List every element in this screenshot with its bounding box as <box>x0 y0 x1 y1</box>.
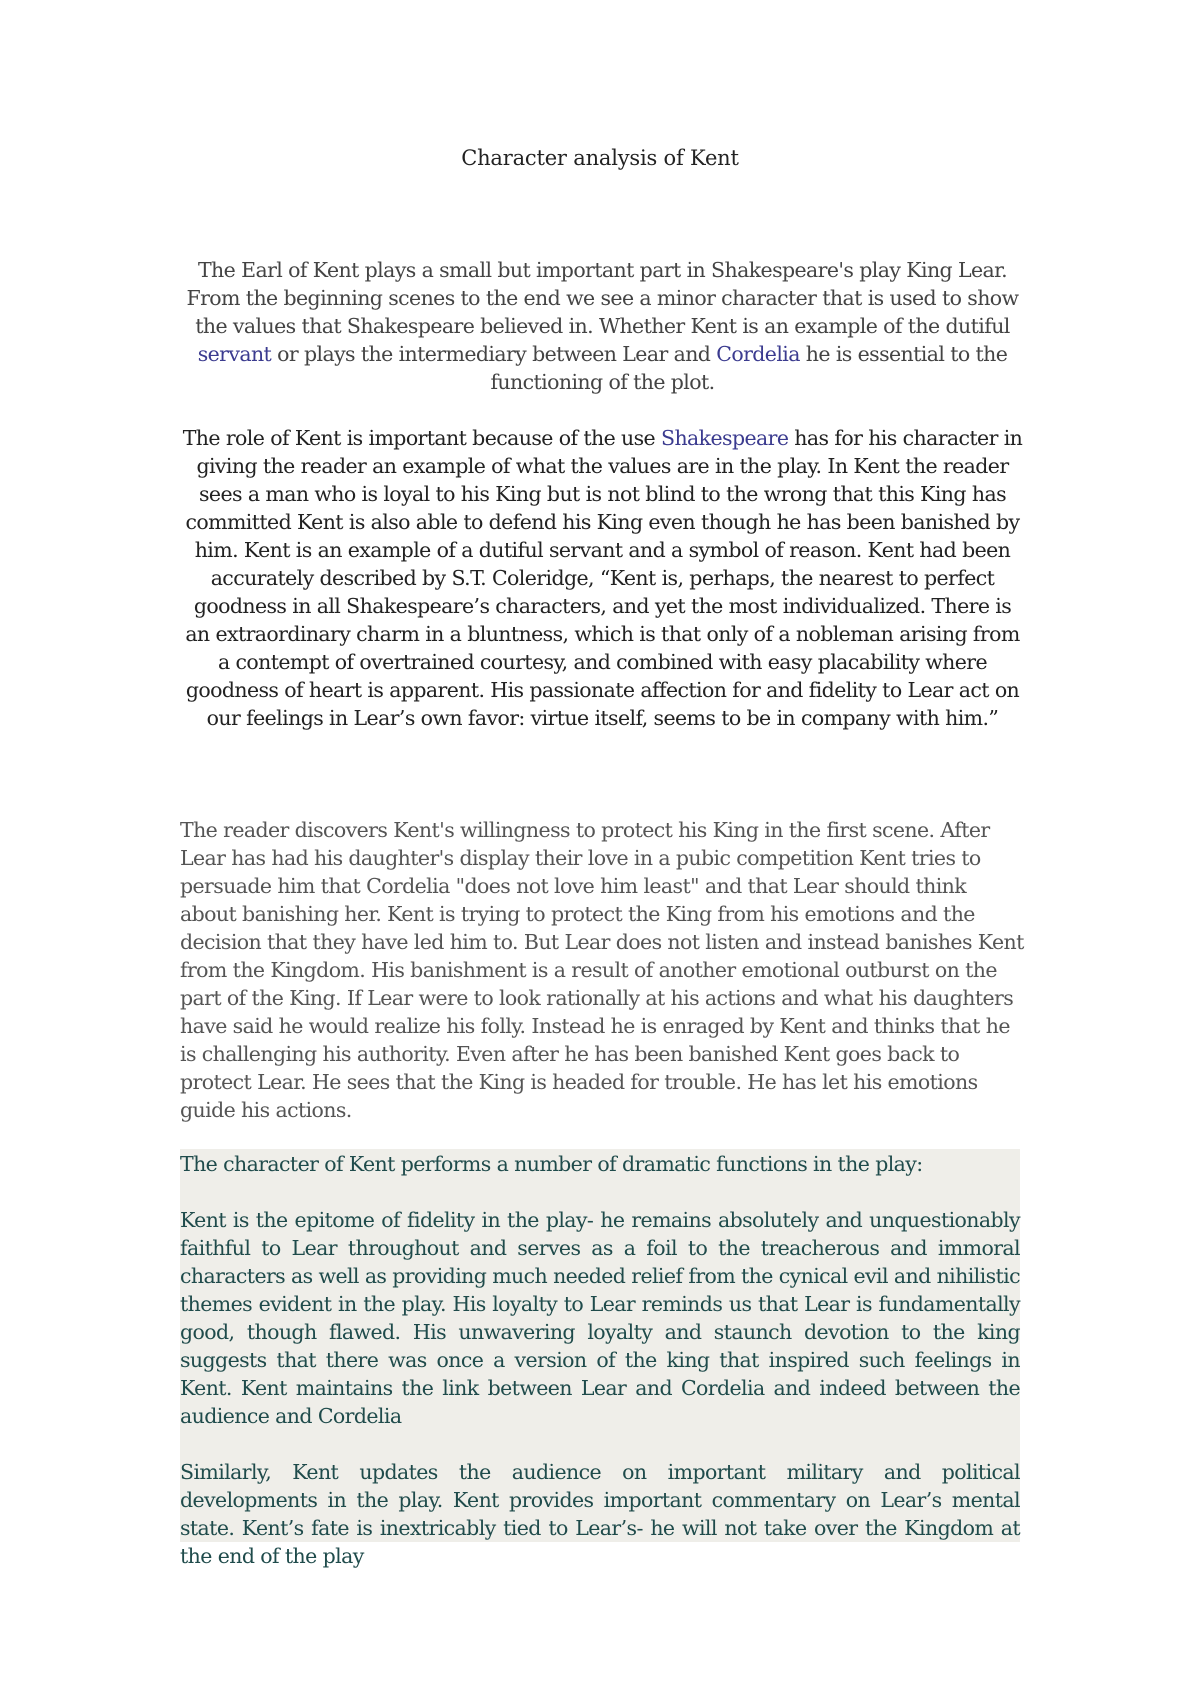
document-title: Character analysis of Kent <box>461 146 739 170</box>
servant-link[interactable]: servant <box>197 342 272 366</box>
intro-text-2: or plays the intermediary between Lear and <box>271 342 717 366</box>
updates-paragraph: Similarly, Kent updates the audience on important military and political developments in the play. Kent provides important commentary on Lear’s mental state. Kent’s fate is inextricably tied to Lear’s- he will not take over the Kingdom at the end of the play <box>180 1460 1020 1568</box>
intro-text-1: The Earl of Kent plays a small but important part in Shakespeare's play King Lear. From the beginning scenes to the end we see a minor character that is used to show the values that Shakespeare believed in. Whether Kent is an example of the dutiful <box>186 258 1019 338</box>
cordelia-link[interactable]: Cordelia <box>716 342 800 366</box>
role-text-1: The role of Kent is important because of the use <box>182 426 662 450</box>
role-text-2: has for his character in giving the reader an example of what the values are in the play. In Kent the reader sees a man who is loyal to his King but is not blind to the wrong that this King has committed Kent is also able to defend his King even though he has been banished by him. Kent is an example of a dutiful servant and a symbol of reason. Kent had been accurately described by S.T. Coleridge, “Kent is, perhaps, the nearest to perfect goodness in all Shakespeare’s characters, and yet the most individualized. There is an extraordinary charm in a bluntness, which is that only of a nobleman arising from a contempt of overtrained courtesy, and combined with easy placability where goodness of heart is apparent. His passionate affection for and fidelity to Lear act on our feelings in Lear’s own favor: virtue itself, seems to be in company with him.” <box>185 426 1023 730</box>
discovery-paragraph: The reader discovers Kent's willingness to protect his King in the first scene. After Lear has had his daughter's display their love in a pubic competition Kent tries to persuade him that Cordelia "does not love him least" and that Lear should think about banishing her. Kent is trying to protect the King from his emotions and the decision that they have led him to. But Lear does not listen and instead banishes Kent from the Kingdom. His banishment is a result of another emotional outburst on the part of the King. If Lear were to look rationally at his actions and what his daughters have said he would realize his folly. Instead he is enraged by Kent and thinks that he is challenging his authority. Even after he has been banished Kent goes back to protect Lear. He sees that the King is headed for trouble. He has let his emotions guide his actions. <box>180 818 1024 1122</box>
functions-intro: The character of Kent performs a number of dramatic functions in the play: <box>180 1152 923 1176</box>
shakespeare-link[interactable]: Shakespeare <box>661 426 789 450</box>
fidelity-paragraph: Kent is the epitome of fidelity in the play- he remains absolutely and unquestionably faithful to Lear throughout and serves as a foil to the treacherous and immoral characters as well as providing much needed relief from the cynical evil and nihilistic themes evident in the play. His loyalty to Lear reminds us that Lear is fundamentally good, though flawed. His unwavering loyalty and staunch devotion to the king suggests that there was once a version of the king that inspired such feelings in Kent. Kent maintains the link between Lear and Cordelia and indeed between the audience and Cordelia <box>180 1208 1020 1428</box>
intro-paragraph <box>180 256 1025 396</box>
role-paragraph <box>180 424 1025 732</box>
intro-text-3: he is essential to the functioning of the plot. <box>490 342 1008 394</box>
